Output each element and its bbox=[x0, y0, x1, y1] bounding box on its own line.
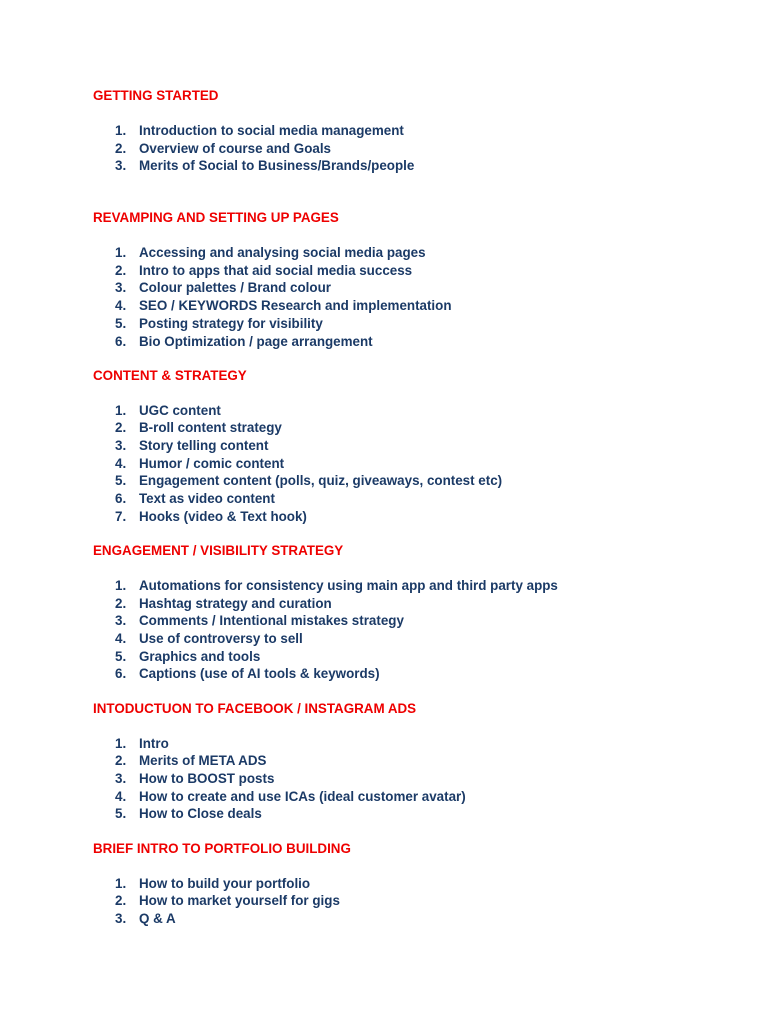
item-number: 3. bbox=[115, 613, 127, 629]
item-number: 2. bbox=[115, 893, 127, 909]
item-number: 6. bbox=[115, 491, 127, 507]
section-list bbox=[93, 244, 733, 350]
list-item bbox=[93, 770, 733, 788]
item-text: Overview of course and Goals bbox=[139, 140, 332, 156]
list-item bbox=[93, 577, 733, 595]
course-outline-document bbox=[93, 88, 733, 928]
list-item bbox=[93, 262, 733, 280]
section-content-strategy bbox=[93, 368, 733, 526]
item-text: Use of controversy to sell bbox=[139, 631, 303, 647]
section-facebook-instagram-ads bbox=[93, 701, 733, 823]
item-number: 3. bbox=[115, 910, 127, 926]
section-list bbox=[93, 122, 733, 175]
item-text: Captions (use of AI tools & keywords) bbox=[139, 666, 380, 682]
item-number: 5. bbox=[115, 473, 127, 489]
item-number: 6. bbox=[115, 333, 127, 349]
item-text: Bio Optimization / page arrangement bbox=[139, 333, 373, 349]
section-getting-started bbox=[93, 88, 733, 175]
section-heading: CONTENT & STRATEGY bbox=[93, 367, 247, 383]
item-text: Introduction to social media management bbox=[139, 123, 404, 138]
item-text: Text as video content bbox=[139, 491, 275, 507]
section-heading: INTODUCTUON TO FACEBOOK / INSTAGRAM ADS bbox=[93, 700, 417, 716]
list-item bbox=[93, 490, 733, 508]
item-number: 1. bbox=[115, 875, 127, 891]
list-item bbox=[93, 402, 733, 420]
list-item bbox=[93, 910, 733, 928]
item-text: Hooks (video & Text hook) bbox=[139, 508, 307, 524]
item-number: 3. bbox=[115, 771, 127, 786]
item-number: 2. bbox=[115, 753, 127, 769]
item-text: B-roll content strategy bbox=[139, 420, 282, 436]
list-item bbox=[93, 140, 733, 158]
list-item bbox=[93, 157, 733, 175]
item-number: 5. bbox=[115, 648, 127, 664]
item-text: Engagement content (polls, quiz, giveaways, contest etc) bbox=[139, 473, 503, 489]
list-item bbox=[93, 472, 733, 490]
item-number: 4. bbox=[115, 298, 127, 314]
item-text: Comments / Intentional mistakes strategy bbox=[139, 613, 404, 629]
section-list bbox=[93, 577, 733, 683]
list-item bbox=[93, 244, 733, 262]
item-number: 6. bbox=[115, 666, 127, 682]
item-number: 3. bbox=[115, 438, 127, 454]
item-number: 5. bbox=[115, 315, 127, 331]
list-item bbox=[93, 648, 733, 666]
list-item bbox=[93, 752, 733, 770]
item-number: 1. bbox=[115, 578, 127, 593]
item-number: 2. bbox=[115, 140, 127, 156]
list-item bbox=[93, 788, 733, 806]
item-text: UGC content bbox=[139, 402, 221, 418]
item-number: 7. bbox=[115, 508, 127, 524]
item-number: 3. bbox=[115, 280, 127, 296]
list-item bbox=[93, 279, 733, 297]
list-item bbox=[93, 735, 733, 753]
section-revamping-pages bbox=[93, 210, 733, 350]
section-portfolio-building bbox=[93, 841, 733, 928]
item-text: How to BOOST posts bbox=[139, 771, 275, 786]
item-number: 1. bbox=[115, 735, 127, 751]
item-number: 1. bbox=[115, 123, 127, 138]
list-item bbox=[93, 508, 733, 526]
item-text: Intro bbox=[139, 735, 169, 751]
section-heading: REVAMPING AND SETTING UP PAGES bbox=[93, 210, 339, 226]
section-heading: ENGAGEMENT / VISIBILITY STRATEGY bbox=[93, 543, 344, 558]
list-item bbox=[93, 122, 733, 140]
item-text: Automations for consistency using main app and third party apps bbox=[139, 578, 558, 593]
item-number: 4. bbox=[115, 788, 127, 804]
list-item bbox=[93, 455, 733, 473]
section-engagement-strategy bbox=[93, 543, 733, 683]
section-heading: GETTING STARTED bbox=[93, 88, 219, 103]
item-text: How to Close deals bbox=[139, 806, 262, 822]
item-number: 5. bbox=[115, 806, 127, 822]
item-number: 2. bbox=[115, 420, 127, 436]
item-text: Story telling content bbox=[139, 438, 269, 454]
item-number: 2. bbox=[115, 595, 127, 611]
item-number: 1. bbox=[115, 402, 127, 418]
list-item bbox=[93, 333, 733, 351]
item-text: Intro to apps that aid social media success bbox=[139, 262, 413, 278]
list-item bbox=[93, 437, 733, 455]
list-item bbox=[93, 892, 733, 910]
list-item bbox=[93, 630, 733, 648]
item-number: 2. bbox=[115, 262, 127, 278]
item-text: Q & A bbox=[139, 910, 176, 926]
list-item bbox=[93, 315, 733, 333]
list-item bbox=[93, 595, 733, 613]
section-list bbox=[93, 402, 733, 526]
item-number: 4. bbox=[115, 631, 127, 647]
item-text: Posting strategy for visibility bbox=[139, 315, 323, 331]
item-text: How to market yourself for gigs bbox=[139, 893, 340, 909]
item-text: Merits of Social to Business/Brands/people bbox=[139, 158, 415, 174]
item-number: 3. bbox=[115, 158, 127, 174]
list-item bbox=[93, 297, 733, 315]
item-text: Graphics and tools bbox=[139, 648, 261, 664]
section-list bbox=[93, 875, 733, 928]
item-text: How to create and use ICAs (ideal customer avatar) bbox=[139, 788, 466, 804]
item-text: Merits of META ADS bbox=[139, 753, 267, 769]
list-item bbox=[93, 665, 733, 683]
item-number: 1. bbox=[115, 245, 127, 261]
item-text: Accessing and analysing social media pages bbox=[139, 245, 426, 261]
item-text: Colour palettes / Brand colour bbox=[139, 280, 331, 296]
section-list bbox=[93, 735, 733, 823]
item-text: How to build your portfolio bbox=[139, 875, 311, 891]
item-number: 4. bbox=[115, 455, 127, 471]
list-item bbox=[93, 419, 733, 437]
item-text: Hashtag strategy and curation bbox=[139, 595, 332, 611]
list-item bbox=[93, 612, 733, 630]
list-item bbox=[93, 875, 733, 893]
item-text: Humor / comic content bbox=[139, 455, 285, 471]
item-text: SEO / KEYWORDS Research and implementation bbox=[139, 298, 452, 314]
list-item bbox=[93, 805, 733, 823]
section-heading: BRIEF INTRO TO PORTFOLIO BUILDING bbox=[93, 840, 351, 856]
